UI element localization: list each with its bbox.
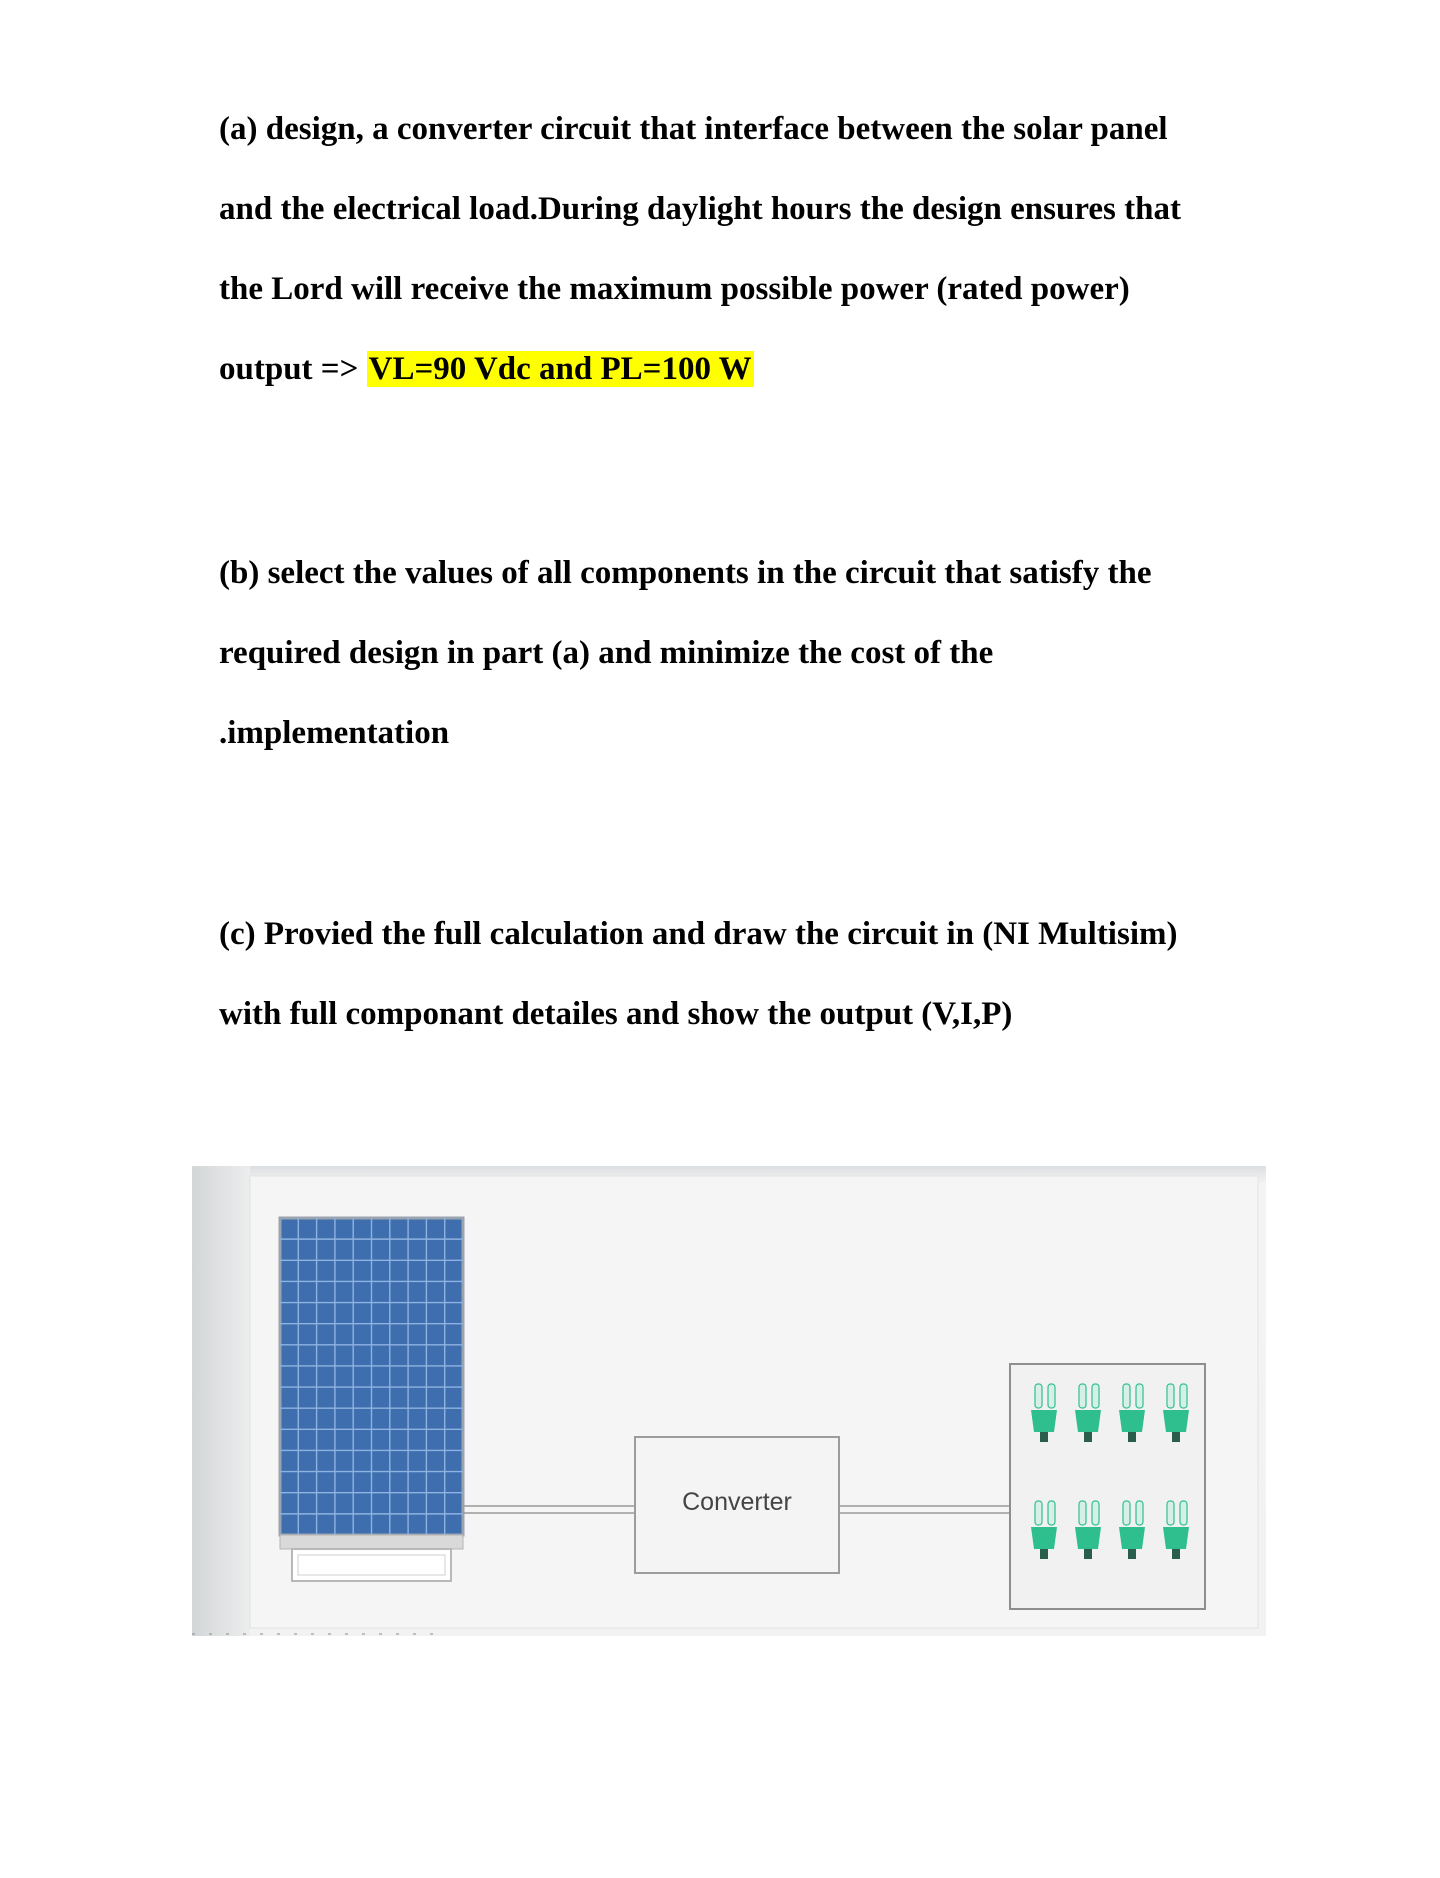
part-c-line-2: with full componant detailes and show the output (V,I,P) (219, 996, 1013, 1032)
part-a-line-1: (a) design, a converter circuit that interface between the solar panel (219, 111, 1168, 147)
part-b-line-2: required design in part (a) and minimize the cost of the (219, 635, 994, 671)
part-c-line-1: (c) Provied the full calculation and draw the circuit in (NI Multisim) (219, 916, 1178, 952)
output-prefix: output => (219, 351, 367, 387)
part-c-question (219, 894, 1279, 1054)
part-b-line-1: (b) select the values of all components in the circuit that satisfy the (219, 555, 1152, 591)
part-a-question (219, 89, 1279, 409)
part-b-line-3: .implementation (219, 715, 450, 751)
solar-panel-icon (280, 1218, 463, 1581)
part-a-line-3: the Lord will receive the maximum possible power (rated power) (219, 271, 1130, 307)
part-a-line-4 (219, 329, 1279, 409)
part-a-line-2: and the electrical load.During daylight hours the design ensures that (219, 191, 1181, 227)
figure-left-shade (192, 1166, 250, 1636)
output-spec-highlight: VL=90 Vdc and PL=100 W (368, 351, 752, 387)
converter-label: Converter (682, 1488, 792, 1516)
system-diagram-svg (192, 1166, 1266, 1636)
converter-box (635, 1437, 839, 1573)
part-b-question (219, 533, 1279, 773)
load-box (1010, 1364, 1205, 1609)
system-diagram (192, 1166, 1266, 1636)
